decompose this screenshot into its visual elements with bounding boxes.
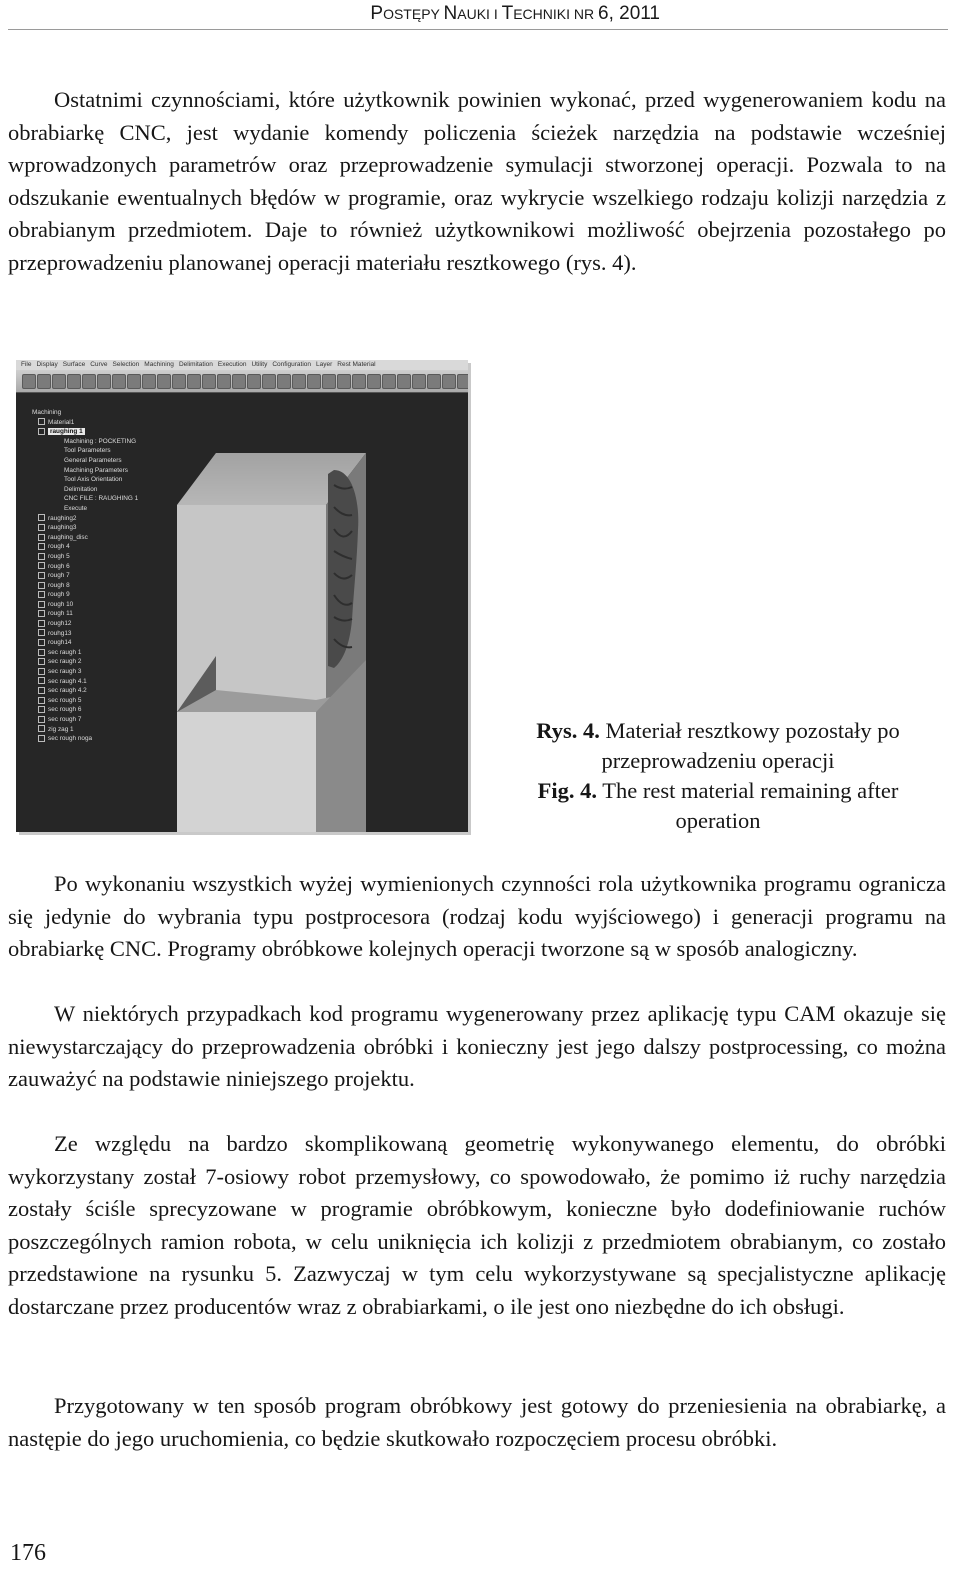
- tree-expand-icon: [38, 639, 45, 646]
- figure-menu-item: Layer: [316, 361, 333, 368]
- tree-item: [24, 437, 174, 447]
- tree-item: [24, 581, 174, 591]
- operations-tree: [24, 408, 174, 744]
- tree-item-label: sec raugh 2: [48, 658, 82, 666]
- tree-item: [24, 542, 174, 552]
- tree-item-label: sec raugh 4.2: [48, 687, 87, 695]
- running-header: POSTĘPY NAUKI I TECHNIKI NR 6, 2011: [370, 3, 660, 24]
- figure-caption-en-line1: Fig. 4. The rest material remaining after: [537, 778, 899, 803]
- paragraph-3: W niektórych przypadkach kod programu wygenerowany przez aplikację typu CAM okazuje się niewystarczający do przeprowadzenia obróbki i konieczny jest jego dalszy postprocessing, co można zauważyć na podstawie niniejszego projektu.: [8, 1001, 946, 1092]
- tree-item: [24, 667, 174, 677]
- tree-item-label: sec rough 5: [48, 696, 82, 704]
- figure-caption-en-line2: operation: [675, 808, 761, 833]
- tree-item: [24, 427, 174, 437]
- tree-item: [24, 571, 174, 581]
- figure-caption-pl-line1: Rys. 4. Materiał resztkowy pozostały po: [536, 718, 900, 743]
- paragraph-2: Po wykonaniu wszystkich wyżej wymienionych czynności rola użytkownika programu ogranicza się jedynie do wybrania typu postprocesora (rodzaj kodu wyjściowego) i generacji programu na obrabiarkę CNC. Programy obróbkowe kolejnych operacji tworzone są w sposób analogiczny.: [8, 871, 946, 962]
- tree-expand-icon: [38, 658, 45, 665]
- tree-item: [24, 705, 174, 715]
- tree-item-label: CNC FILE : RAUGHING 1: [64, 495, 139, 503]
- tree-item: [24, 466, 174, 476]
- tree-expand-icon: [38, 716, 45, 723]
- tree-expand-icon: [38, 428, 45, 435]
- figure-menu-item: Surface: [62, 361, 86, 368]
- tree-expand-icon: [38, 687, 45, 694]
- tree-item-label: sec raugh 1: [48, 648, 82, 656]
- tree-item-label: Machining: [32, 409, 62, 416]
- tree-item-label: raughing2: [48, 514, 77, 522]
- tree-item-label: rough14: [48, 639, 72, 647]
- tree-item: [24, 552, 174, 562]
- tree-item-label: sec rough noga: [48, 735, 93, 743]
- tree-item: [24, 619, 174, 629]
- tree-item: [24, 696, 174, 706]
- tree-expand-icon: [38, 562, 45, 569]
- tree-item-label: sec raugh 4.1: [48, 677, 87, 685]
- tree-item-label: rouhg13: [48, 629, 72, 637]
- model-lower-front-face: [177, 712, 316, 832]
- figure-menu-item: Rest Material: [337, 361, 376, 368]
- figure-menu-item: Utility: [251, 361, 268, 368]
- tree-expand-icon: [38, 572, 45, 579]
- tree-item-label: Material1: [48, 418, 75, 426]
- tree-item-label: Delimitation: [64, 485, 98, 493]
- tree-expand-icon: [38, 649, 45, 656]
- tree-item-label: rough12: [48, 620, 72, 628]
- tree-expand-icon: [38, 706, 45, 713]
- tree-item-label: rough 5: [48, 552, 70, 560]
- tree-item-label: rough 10: [48, 600, 74, 608]
- tree-expand-icon: [38, 735, 45, 742]
- tree-item-label: Machining Parameters: [64, 466, 128, 474]
- tree-expand-icon: [38, 543, 45, 550]
- tree-item-label: raughing3: [48, 524, 77, 532]
- tree-item: [24, 418, 174, 428]
- tree-item-label: rough 7: [48, 572, 70, 580]
- tree-item: [24, 485, 174, 495]
- tree-expand-icon: [38, 601, 45, 608]
- tree-item-label: rough 11: [48, 610, 73, 618]
- tree-expand-icon: [38, 582, 45, 589]
- tree-item: [24, 456, 174, 466]
- tree-item: [24, 504, 174, 514]
- tree-item: [24, 677, 174, 687]
- tree-expand-icon: [38, 610, 45, 617]
- tree-item: [24, 446, 174, 456]
- tree-item-label: Execute: [64, 504, 88, 512]
- tree-item-label: sec rough 6: [48, 706, 82, 714]
- tree-item-label: zig zag 1: [48, 725, 74, 733]
- figure-caption-pl-line2: przeprowadzeniu operacji: [601, 748, 835, 773]
- tree-item: [24, 725, 174, 735]
- tree-expand-icon: [38, 725, 45, 732]
- tree-item: [24, 494, 174, 504]
- figure-cam-screenshot: [16, 360, 468, 832]
- tree-expand-icon: [38, 514, 45, 521]
- tree-item: [24, 562, 174, 572]
- tree-expand-icon: [38, 591, 45, 598]
- tree-item: [24, 475, 174, 485]
- tree-item-label: raughing_disc: [48, 533, 88, 541]
- tree-item-label: rough 8: [48, 581, 70, 589]
- paragraph-5: Przygotowany w ten sposób program obróbkowy jest gotowy do przeniesienia na obrabiarkę, a następie do jego uruchomienia, co będzie skutkowało rozpoczęciem procesu obróbki.: [8, 1393, 946, 1451]
- tree-item-label: General Parameters: [64, 456, 122, 464]
- tree-expand-icon: [38, 620, 45, 627]
- tree-item: [24, 523, 174, 533]
- tree-expand-icon: [38, 553, 45, 560]
- header-rule: [8, 29, 948, 30]
- tree-item-label: sec raugh 3: [48, 668, 82, 676]
- tree-item: [24, 590, 174, 600]
- tree-item-label: sec rough 7: [48, 716, 82, 723]
- tree-item: [24, 514, 174, 524]
- figure-menu-item: Configuration: [272, 361, 312, 368]
- figure-menu-item: Delimitation: [178, 361, 213, 368]
- tree-item: [24, 715, 174, 725]
- tree-item-label: rough 6: [48, 562, 70, 570]
- page-number: 176: [10, 1540, 46, 1566]
- tree-expand-icon: [38, 524, 45, 531]
- tree-item: [24, 408, 174, 418]
- figure-menu-item: Curve: [90, 361, 108, 368]
- tree-expand-icon: [38, 697, 45, 704]
- tree-item-label: Tool Parameters: [64, 447, 111, 455]
- figure-menu-item: File: [21, 361, 32, 368]
- tree-item-label: Tool Axis Orientation: [64, 476, 123, 484]
- tree-item: [24, 600, 174, 610]
- tree-item-label: rough 4: [48, 543, 70, 551]
- tree-item: [24, 533, 174, 543]
- figure-menu-item: Display: [36, 361, 58, 368]
- tree-expand-icon: [38, 534, 45, 541]
- tree-item: [24, 648, 174, 658]
- tree-item-label: rough 9: [48, 591, 70, 599]
- paragraph-1: Ostatnimi czynnościami, które użytkownik powinien wykonać, przed wygenerowaniem kodu na obrabiarkę CNC, jest wydanie komendy policzenia ścieżek narzędzia na podstawie wcześniej wprowadzonych parametrów oraz przeprowadzenie symulacji stworzonej operacji. Pozwala to na odszukanie ewentualnych błędów w programie, oraz wykrycie wszelkiego rodzaju kolizji narzędzia z obrabianym przedmiotem. Daje to również użytkownikowi możliwość obejrzenia pozostałego po przeprowadzeniu planowanej operacji materiału resztkowego (rys. 4).: [8, 87, 946, 275]
- tree-item-label: raughing 1: [50, 428, 83, 436]
- tree-expand-icon: [38, 677, 45, 684]
- tree-item: [24, 734, 174, 744]
- tree-item: [24, 657, 174, 667]
- figure-menu-item: Selection: [112, 361, 140, 368]
- tree-expand-icon: [38, 418, 45, 425]
- tree-item: [24, 638, 174, 648]
- figure-menu-item: Execution: [217, 361, 247, 368]
- tree-item: [24, 686, 174, 696]
- tree-item: [24, 609, 174, 619]
- tree-item-label: Machining : POCKETING: [64, 437, 137, 445]
- figure-menu-item: Machining: [144, 361, 174, 368]
- paragraph-4: Ze względu na bardzo skomplikowaną geometrię wykonywanego elementu, do obróbki wykorzystany został 7-osiowy robot przemysłowy, co spowodowało, że pomimo iż ruchy narzędzia zostały ściśle sprecyzowane w programie obróbkowym, konieczne było dodefiniowanie ruchów poszczególnych ramion robota, w celu uniknięcia ich kolizji z przedmiotem obrabianym, co zostało przedstawione na rysunku 5. Zazwyczaj w tym celu wykorzystywane są specjalistyczne aplikację dostarczane przez producentów wraz z obrabiarkami, o ile jest ono niezbędne do ich obsługi.: [8, 1131, 946, 1319]
- tree-expand-icon: [38, 629, 45, 636]
- tree-item: [24, 629, 174, 639]
- tree-expand-icon: [38, 668, 45, 675]
